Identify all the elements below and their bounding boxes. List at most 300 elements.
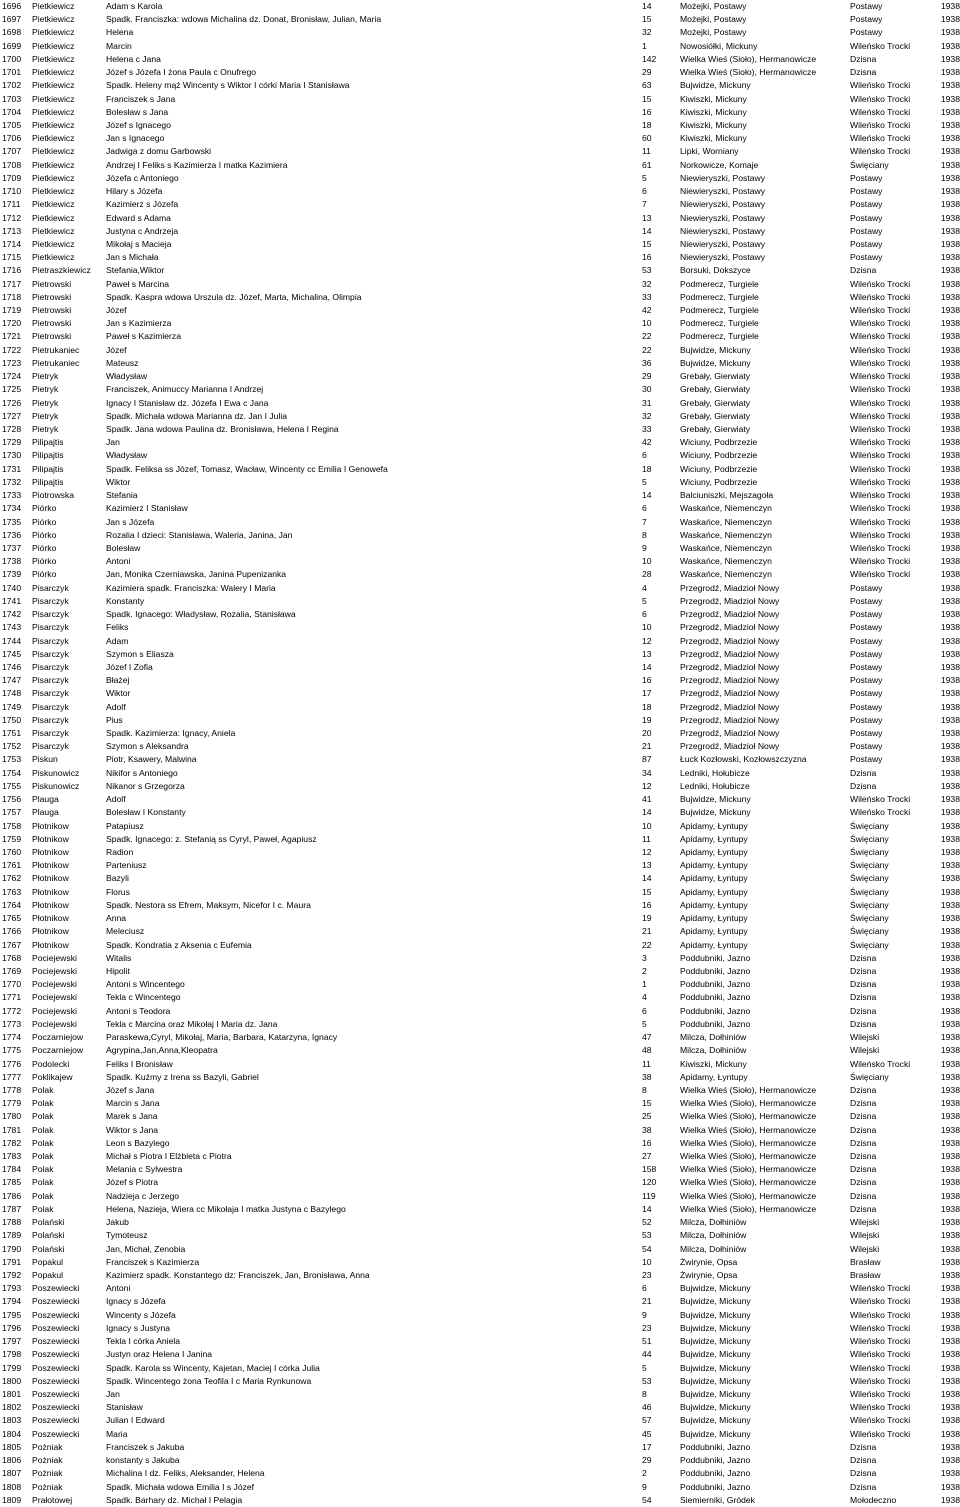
house-number: 16 (642, 675, 652, 686)
district: Postawy (850, 186, 883, 197)
year: 1938 (940, 1124, 960, 1135)
entry-number: 1725 (2, 384, 22, 395)
given-names: Spadk. Jana wdowa Paulina dz. Bronisława, Helena I Regina (106, 424, 339, 434)
given-names: Helena c Jana (106, 53, 161, 64)
table-row (0, 859, 960, 872)
village-commune: Waskańce, Niemenczyn (680, 503, 772, 514)
given-names: Adam s Karola (106, 1, 163, 11)
village-commune: Poddubniki, Jazno (680, 1018, 751, 1029)
given-names: Justyna c Andrzeja (106, 225, 179, 236)
entry-number: 1711 (2, 199, 21, 210)
given-names: Spadk. Michała wdowa Marianna dz. Jan I Julia (106, 410, 288, 421)
given-names: Marek s Jana (106, 1111, 158, 1122)
year: 1938 (940, 371, 960, 382)
year: 1938 (940, 714, 960, 725)
district: Wileńsko Trocki (850, 1428, 911, 1439)
given-names: Spadk. Karola ss Wincenty, Kajetan, Maciej I córka Julia (106, 1362, 320, 1373)
house-number: 11 (642, 833, 651, 844)
surname: Pisarczyk (32, 648, 69, 659)
house-number: 27 (642, 1151, 652, 1162)
house-number: 38 (642, 1071, 652, 1082)
surname: Poszewiecki (32, 1309, 80, 1320)
entry-number: 1735 (2, 516, 22, 527)
entry-number: 1719 (2, 305, 22, 316)
entry-number: 1746 (2, 661, 22, 672)
year: 1938 (940, 1455, 960, 1466)
village-commune: Przegrodź, Miadzioł Nowy (680, 714, 780, 725)
village-commune: Apidamy, Łyntupy (680, 886, 748, 897)
house-number: 7 (642, 199, 647, 210)
house-number: 52 (642, 1217, 652, 1228)
entry-number: 1709 (2, 172, 22, 183)
table-row (0, 1203, 960, 1216)
surname: Pisarczyk (32, 622, 69, 633)
year: 1938 (940, 397, 960, 408)
table-row (0, 436, 960, 449)
village-commune: Przegrodź, Miadzioł Nowy (680, 675, 780, 686)
entry-number: 1723 (2, 357, 22, 368)
year: 1938 (940, 794, 960, 805)
village-commune: Grebały, Gierwiaty (680, 371, 751, 382)
given-names: Florus (106, 886, 130, 897)
district: Wileńsko Trocki (850, 278, 911, 289)
house-number: 38 (642, 1124, 652, 1135)
table-row (0, 53, 960, 66)
table-row (0, 1467, 960, 1480)
house-number: 10 (642, 556, 652, 567)
year: 1938 (940, 305, 960, 316)
village-commune: Poddubniki, Jazno (680, 1005, 751, 1016)
village-commune: Bujwidze, Mickuny (680, 1296, 751, 1307)
entry-number: 1803 (2, 1415, 22, 1426)
given-names: Leon s Bazylego (106, 1137, 170, 1148)
year: 1938 (940, 1494, 960, 1505)
given-names: Radion (106, 847, 134, 857)
surname: Pietkiewicz (32, 238, 75, 249)
house-number: 8 (642, 1084, 647, 1095)
year: 1938 (940, 1283, 960, 1294)
district: Dzisna (850, 992, 877, 1003)
district: Dzisna (850, 1098, 877, 1109)
house-number: 9 (642, 542, 647, 553)
entry-number: 1728 (2, 424, 22, 434)
year: 1938 (940, 1005, 960, 1016)
table-row (0, 740, 960, 753)
table-row (0, 1454, 960, 1467)
entry-number: 1761 (2, 860, 22, 871)
table-row (0, 423, 960, 436)
village-commune: Bujwidze, Mickuny (680, 1362, 751, 1373)
entry-number: 1777 (2, 1071, 22, 1082)
district: Wileńsko Trocki (850, 1058, 911, 1069)
house-number: 119 (642, 1190, 656, 1201)
district: Wileńsko Trocki (850, 318, 911, 329)
table-row (0, 410, 960, 423)
house-number: 16 (642, 899, 652, 910)
year: 1938 (940, 595, 960, 606)
house-number: 14 (642, 807, 652, 818)
surname: Polak (32, 1164, 54, 1175)
year: 1938 (940, 252, 960, 263)
year: 1938 (940, 1164, 960, 1175)
entry-number: 1744 (2, 635, 22, 646)
table-row (0, 119, 960, 132)
district: Wileńsko Trocki (850, 1375, 911, 1386)
house-number: 4 (642, 992, 647, 1003)
village-commune: Apidamy, Łyntupy (680, 847, 748, 857)
village-commune: Bujwidze, Mickuny (680, 1375, 751, 1386)
surname: Polak (32, 1084, 54, 1095)
district: Dzisna (850, 952, 877, 963)
given-names: Jan s Ignacego (106, 133, 165, 144)
house-number: 87 (642, 754, 652, 765)
house-number: 54 (642, 1243, 652, 1254)
surname: Piórko (32, 542, 57, 553)
house-number: 51 (642, 1336, 652, 1347)
house-number: 29 (642, 67, 652, 78)
surname: Pilipajtis (32, 476, 64, 487)
given-names: Spadk. Feliksa ss Józef, Tomasz, Wacław, Wincenty cc Emilia I Genowefa (106, 463, 388, 474)
surname: Pisarczyk (32, 661, 69, 672)
district: Dzisna (850, 965, 877, 976)
surname: Pilipajtis (32, 463, 64, 474)
table-row (0, 1428, 960, 1441)
village-commune: Podmerecz, Turgiele (680, 305, 759, 316)
entry-number: 1722 (2, 344, 22, 355)
surname: Pietrowski (32, 318, 72, 329)
surname: Pisarczyk (32, 675, 69, 686)
entry-number: 1802 (2, 1402, 22, 1413)
village-commune: Poddubniki, Jazno (680, 979, 751, 990)
given-names: Spadk. Franciszka: wdowa Michalina dz. Donat, Bronisław, Julian, Maria (106, 14, 382, 25)
table-row (0, 185, 960, 198)
village-commune: Niewieryszki, Postawy (680, 225, 766, 236)
house-number: 9 (642, 1309, 647, 1320)
district: Święciany (850, 1071, 889, 1082)
village-commune: Wiciuny, Podbrzezie (680, 450, 758, 461)
table-row (0, 291, 960, 304)
entry-number: 1729 (2, 437, 22, 448)
village-commune: Przegrodź, Miadzioł Nowy (680, 609, 780, 620)
year: 1938 (940, 1032, 960, 1043)
district: Dzisna (850, 1111, 877, 1122)
surname: Poczarniejow (32, 1032, 84, 1043)
district: Święciany (850, 860, 889, 871)
given-names: Adam (106, 635, 129, 646)
surname: Pietkiewicz (32, 106, 75, 117)
table-row (0, 463, 960, 476)
district: Wileńsko Trocki (850, 807, 911, 818)
village-commune: Przegrodź, Miadzioł Nowy (680, 688, 780, 699)
given-names: Jan (106, 437, 120, 448)
year: 1938 (940, 569, 960, 580)
table-row (0, 317, 960, 330)
house-number: 61 (642, 159, 652, 170)
surname: Pociejewski (32, 992, 77, 1003)
year: 1938 (940, 1217, 960, 1228)
year: 1938 (940, 1045, 960, 1056)
given-names: Jan s Józefa (106, 516, 155, 527)
surname: Pietkiewicz (32, 252, 75, 263)
given-names: Józef (106, 344, 127, 355)
entry-number: 1788 (2, 1217, 22, 1228)
table-row (0, 899, 960, 912)
village-commune: Kiwiszki, Mickuny (680, 119, 747, 130)
surname: Pilipajtis (32, 450, 64, 461)
entry-number: 1721 (2, 331, 22, 342)
year: 1938 (940, 1190, 960, 1201)
surname: Płotnikow (32, 860, 69, 871)
year: 1938 (940, 556, 960, 567)
year: 1938 (940, 622, 960, 633)
surname: Poszewiecki (32, 1375, 80, 1386)
district: Święciany (850, 833, 889, 844)
entry-number: 1740 (2, 582, 22, 593)
entry-number: 1806 (2, 1455, 22, 1466)
surname: Pietrowski (32, 331, 72, 342)
year: 1938 (940, 873, 960, 884)
given-names: Michalina I dz. Feliks, Aleksander, Helena (106, 1468, 265, 1479)
year: 1938 (940, 265, 960, 276)
district: Dzisna (850, 979, 877, 990)
given-names: Anna (106, 913, 127, 924)
village-commune: Wielka Wieś (Sioło), Hermanowicze (680, 1124, 817, 1135)
table-row (0, 991, 960, 1004)
surname: Polak (32, 1098, 54, 1109)
house-number: 17 (642, 688, 652, 699)
table-row (0, 251, 960, 264)
table-row (0, 1216, 960, 1229)
year: 1938 (940, 542, 960, 553)
entry-number: 1798 (2, 1349, 22, 1360)
table-row (0, 238, 960, 251)
district: Dzisna (850, 1151, 877, 1162)
district: Dzisna (850, 1481, 877, 1492)
surname: Pisarczyk (32, 728, 69, 739)
village-commune: Wiciuny, Podbrzezie (680, 437, 758, 448)
given-names: Jadwiga z domu Garbowski (106, 146, 212, 157)
entry-number: 1702 (2, 80, 22, 91)
house-number: 63 (642, 80, 652, 91)
district: Wileńsko Trocki (850, 1283, 911, 1294)
given-names: Adolf (106, 794, 126, 805)
given-names: Feliks I Bronisław (106, 1058, 173, 1069)
entry-number: 1732 (2, 476, 22, 487)
house-number: 23 (642, 1270, 652, 1280)
entry-number: 1752 (2, 741, 22, 752)
surname: Piskunowicz (32, 767, 80, 778)
village-commune: Balciuniszki, Mejszagoła (680, 490, 774, 501)
table-row (0, 767, 960, 780)
village-commune: Apidamy, Łyntupy (680, 899, 748, 910)
surname: Płotnikow (32, 913, 69, 924)
year: 1938 (940, 133, 960, 144)
district: Postawy (850, 741, 883, 752)
given-names: Bolesław (106, 542, 141, 553)
year: 1938 (940, 886, 960, 897)
village-commune: Wielka Wieś (Sioło), Hermanowicze (680, 1137, 817, 1148)
village-commune: Niewieryszki, Postawy (680, 172, 766, 183)
table-row (0, 449, 960, 462)
given-names: Pius (106, 714, 123, 725)
year: 1938 (940, 437, 960, 448)
entry-number: 1726 (2, 397, 22, 408)
entry-number: 1714 (2, 238, 22, 249)
table-row (0, 344, 960, 357)
surname: Podolecki (32, 1058, 70, 1069)
entry-number: 1771 (2, 992, 22, 1003)
given-names: Julian I Edward (106, 1415, 165, 1426)
village-commune: Bujwidze, Mickuny (680, 1402, 751, 1413)
surname: Płotnikow (32, 926, 69, 937)
village-commune: Bujwidze, Mickuny (680, 807, 751, 818)
district: Postawy (850, 595, 883, 606)
table-row (0, 357, 960, 370)
entry-number: 1808 (2, 1481, 22, 1492)
district: Wileńsko Trocki (850, 542, 911, 553)
year: 1938 (940, 833, 960, 844)
entry-number: 1734 (2, 503, 22, 514)
year: 1938 (940, 609, 960, 620)
district: Postawy (850, 1, 883, 11)
year: 1938 (940, 952, 960, 963)
village-commune: Przegrodź, Miadzioł Nowy (680, 701, 780, 712)
entry-number: 1804 (2, 1428, 22, 1439)
entry-number: 1747 (2, 675, 22, 686)
surname: Pietkiewicz (32, 119, 75, 130)
entry-number: 1785 (2, 1177, 22, 1188)
year: 1938 (940, 1084, 960, 1095)
given-names: Andrzej I Feliks s Kazimierza I matka Kazimiera (106, 159, 288, 170)
district: Brasław (850, 1270, 881, 1280)
district: Dzisna (850, 1190, 877, 1201)
district: Wilejski (850, 1243, 880, 1254)
surname: Poszewiecki (32, 1428, 80, 1439)
table-row (0, 595, 960, 608)
house-number: 142 (642, 53, 657, 64)
entry-number: 1787 (2, 1203, 22, 1214)
entry-number: 1807 (2, 1468, 22, 1479)
district: Wileńsko Trocki (850, 291, 911, 302)
district: Wileńsko Trocki (850, 410, 911, 421)
given-names: Tekla I córka Aniela (106, 1336, 181, 1347)
given-names: Antoni s Teodora (106, 1005, 171, 1016)
given-names: Piotr, Ksawery, Malwina (106, 754, 197, 765)
year: 1938 (940, 1428, 960, 1439)
given-names: Józef s Ignacego (106, 119, 171, 130)
surname: Pietkiewicz (32, 186, 75, 197)
house-number: 15 (642, 93, 652, 104)
year: 1938 (940, 516, 960, 527)
district: Postawy (850, 609, 883, 620)
given-names: Kazimierz spadk. Konstantego dz: Franciszek, Jan, Bronisława, Anna (106, 1270, 370, 1280)
village-commune: Podmerecz, Turgiele (680, 291, 759, 302)
given-names: Spadk. Kazimierza: Ignacy, Aniela (106, 728, 236, 739)
village-commune: Waskańce, Niemenczyn (680, 556, 772, 567)
given-names: Helena, Nazieja, Wiera cc Mikołaja I matka Justyna c Bazylego (106, 1203, 346, 1214)
year: 1938 (940, 1468, 960, 1479)
house-number: 21 (642, 926, 652, 937)
year: 1938 (940, 648, 960, 659)
given-names: Kazimierz I Stanisław (106, 503, 188, 514)
table-row (0, 1362, 960, 1375)
year: 1938 (940, 965, 960, 976)
table-row (0, 1388, 960, 1401)
house-number: 14 (642, 661, 652, 672)
given-names: Parteniusz (106, 860, 147, 871)
village-commune: Bujwidze, Mickuny (680, 1283, 751, 1294)
given-names: Tymoteusz (106, 1230, 148, 1241)
entry-number: 1778 (2, 1084, 22, 1095)
house-number: 9 (642, 1481, 647, 1492)
house-number: 22 (642, 939, 652, 950)
given-names: Szymon s Aleksandra (106, 741, 189, 752)
district: Postawy (850, 14, 883, 25)
table-row (0, 264, 960, 277)
year: 1938 (940, 661, 960, 672)
house-number: 25 (642, 1111, 652, 1122)
entry-number: 1710 (2, 186, 22, 197)
village-commune: Kiwiszki, Mickuny (680, 133, 747, 144)
district: Postawy (850, 635, 883, 646)
year: 1938 (940, 1362, 960, 1373)
entry-number: 1772 (2, 1005, 22, 1016)
entry-number: 1707 (2, 146, 22, 157)
year: 1938 (940, 1336, 960, 1347)
district: Brasław (850, 1256, 881, 1267)
house-number: 57 (642, 1415, 652, 1426)
house-number: 42 (642, 305, 652, 316)
surname: Polański (32, 1230, 65, 1241)
house-number: 17 (642, 1441, 652, 1452)
table-row (0, 1176, 960, 1189)
year: 1938 (940, 701, 960, 712)
table-row (0, 1150, 960, 1163)
surname: Pisarczyk (32, 741, 69, 752)
village-commune: Podmerecz, Turgiele (680, 318, 759, 329)
table-row (0, 1282, 960, 1295)
village-commune: Przegrodź, Miadzioł Nowy (680, 661, 780, 672)
given-names: Agrypina,Jan,Anna,Kleopatra (106, 1045, 218, 1056)
village-commune: Bujwidze, Mickuny (680, 357, 751, 368)
house-number: 5 (642, 1018, 647, 1029)
house-number: 41 (642, 794, 652, 805)
year: 1938 (940, 780, 960, 791)
house-number: 8 (642, 529, 647, 540)
entry-number: 1780 (2, 1111, 22, 1122)
district: Postawy (850, 648, 883, 659)
entry-number: 1809 (2, 1494, 22, 1505)
given-names: Spadk. Wincentego żona Teofila I c Maria Rynkunowa (106, 1375, 312, 1386)
entry-number: 1696 (2, 1, 22, 11)
district: Święciany (850, 926, 889, 937)
surname: Pietkiewicz (32, 199, 75, 210)
year: 1938 (940, 1111, 960, 1122)
entry-number: 1724 (2, 371, 22, 382)
year: 1938 (940, 1177, 960, 1188)
entry-number: 1779 (2, 1098, 22, 1109)
surname: Piórko (32, 503, 57, 514)
table-row (0, 1163, 960, 1176)
given-names: Stefania (106, 490, 138, 501)
village-commune: Apidamy, Łyntupy (680, 913, 748, 924)
district: Wileńsko Trocki (850, 437, 911, 448)
surname: Pietkiewicz (32, 93, 75, 104)
surname: Pietkiewicz (32, 53, 75, 64)
given-names: Tekla c Wincentego (106, 992, 181, 1003)
house-number: 45 (642, 1428, 652, 1439)
given-names: Błażej (106, 675, 130, 686)
